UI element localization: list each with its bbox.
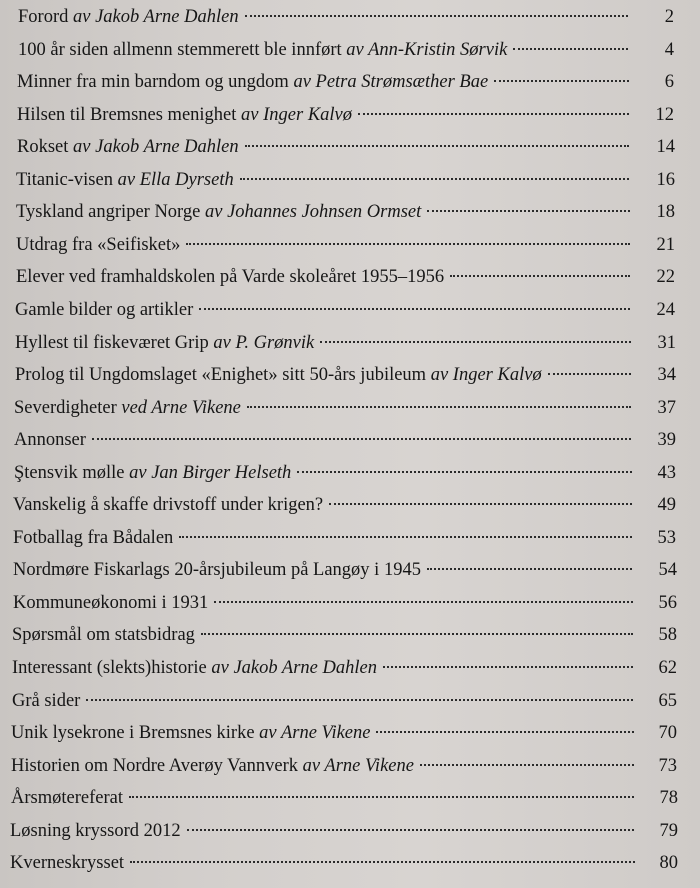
- toc-entry[interactable]: [0, 393, 700, 423]
- dot-leader: [130, 861, 635, 863]
- toc-entry-row: [16, 262, 630, 292]
- entry-author: P. Grønvik: [235, 332, 315, 353]
- entry-title-text: Minner fra min barndom og ungdom: [17, 72, 289, 93]
- toc-entry-row: [16, 230, 630, 260]
- toc-entry[interactable]: [0, 848, 700, 878]
- entry-title-text: Gamle bilder og artikler: [15, 299, 194, 320]
- toc-entry-row: [12, 686, 633, 716]
- toc-entry[interactable]: [0, 783, 700, 813]
- entry-title-text: Kverneskrysset: [10, 853, 125, 874]
- entry-page-number: 31: [657, 332, 676, 353]
- entry-title-text: Forord: [18, 7, 69, 27]
- entry-author: Ann-Kristin Sørvik: [368, 39, 508, 60]
- toc-entry-row: [13, 523, 632, 553]
- dot-leader: [187, 829, 634, 831]
- toc-entry[interactable]: [0, 295, 700, 325]
- toc-entry-title: [15, 328, 314, 358]
- toc-entry-row: [17, 132, 629, 162]
- toc-entry-title: [11, 751, 414, 781]
- toc-entry[interactable]: [0, 165, 700, 195]
- entry-page-number: 79: [659, 820, 678, 841]
- toc-entry-row: [14, 458, 632, 488]
- toc-entry-row: [15, 360, 631, 390]
- toc-entry[interactable]: [0, 523, 700, 553]
- toc-entry-row: [11, 718, 634, 748]
- toc-entry[interactable]: [0, 686, 700, 716]
- entry-title-text: Utdrag fra «Seifisket»: [16, 234, 181, 255]
- toc-entry-title: [13, 588, 208, 618]
- entry-title-text: 100 år siden allmenn stemmerett ble innført: [18, 39, 342, 60]
- toc-entry-row: [10, 816, 634, 846]
- entry-author-connector: av: [68, 137, 96, 158]
- toc-entry-row: [13, 588, 633, 618]
- dot-leader: [494, 80, 629, 82]
- toc-entry-row: [18, 2, 628, 32]
- dot-leader: [179, 536, 632, 538]
- entry-author: Arne Vikene: [151, 397, 241, 418]
- entry-author-connector: av: [254, 723, 281, 744]
- dot-leader: [201, 633, 633, 635]
- toc-entry[interactable]: [0, 35, 700, 65]
- toc-entry-title: [12, 620, 195, 650]
- toc-entry-title: [15, 360, 542, 390]
- entry-page-number: 73: [658, 755, 677, 776]
- toc-entry[interactable]: [0, 718, 700, 748]
- entry-author: Johannes Johnsen Ormset: [227, 202, 422, 223]
- toc-entry-title: [10, 848, 124, 878]
- dot-leader: [297, 471, 632, 473]
- dot-leader: [214, 601, 633, 603]
- entry-title-text: Interessant (slekts)historie: [12, 658, 207, 678]
- entry-author: Arne Vikene: [324, 755, 414, 776]
- toc-entry[interactable]: [0, 490, 700, 520]
- entry-title-text: Rokset: [17, 137, 69, 158]
- toc-entry[interactable]: [0, 230, 700, 260]
- entry-title-text: Grå sider: [12, 690, 81, 711]
- toc-entry[interactable]: [0, 2, 700, 32]
- dot-leader: [129, 796, 634, 798]
- entry-page-number: 62: [658, 658, 677, 678]
- entry-author: Jan Birger Helseth: [151, 462, 292, 483]
- toc-entry[interactable]: [0, 197, 700, 227]
- dot-leader: [513, 48, 628, 50]
- entry-title-text: Fotballag fra Bådalen: [13, 527, 174, 548]
- entry-author-connector: av: [298, 755, 325, 776]
- dot-leader: [358, 113, 629, 115]
- entry-author: Petra Strømsæther Bae: [315, 72, 489, 93]
- entry-title-text: Unik lysekrone i Bremsnes kirke: [11, 723, 255, 744]
- entry-title-text: Årsmøtereferat: [11, 788, 123, 809]
- entry-page-number: 65: [658, 690, 677, 711]
- toc-entry-title: [14, 458, 291, 488]
- toc-entry-title: [12, 686, 80, 716]
- entry-page-number: 21: [656, 234, 675, 255]
- entry-title-text: Tyskland angriper Norge: [16, 202, 201, 223]
- toc-entry-title: [14, 425, 86, 455]
- toc-entry[interactable]: [0, 751, 700, 781]
- entry-author-connector: av: [288, 72, 316, 93]
- toc-entry[interactable]: [0, 328, 700, 358]
- dot-leader: [245, 145, 629, 147]
- toc-entry-title: [13, 490, 323, 520]
- toc-entry-title: [12, 653, 377, 683]
- entry-page-number: 39: [657, 430, 676, 451]
- entry-title-text: Vanskelig å skaffe drivstoff under krigen?: [13, 495, 324, 516]
- entry-page-number: 6: [664, 72, 674, 93]
- entry-title-text: Hyllest til fiskeværet Grip: [15, 332, 209, 353]
- entry-title-text: Ştensvik mølle: [14, 462, 125, 483]
- toc-entry-row: [13, 490, 632, 520]
- entry-author: Jakob Arne Dahlen: [233, 658, 377, 678]
- toc-entry-title: [15, 295, 193, 325]
- entry-page-number: 2: [664, 7, 674, 27]
- dot-leader: [247, 406, 631, 408]
- toc-entry-title: [18, 35, 507, 65]
- toc-entry-row: [17, 100, 629, 130]
- entry-page-number: 53: [657, 527, 676, 548]
- entry-author: Jakob Arne Dahlen: [95, 7, 239, 27]
- entry-author-connector: av: [426, 365, 453, 386]
- entry-author: Ella Dyrseth: [139, 169, 234, 190]
- entry-page-number: 58: [658, 625, 677, 646]
- entry-title-text: Hilsen til Bremsnes menighet: [17, 104, 237, 125]
- toc-entry-row: [11, 783, 634, 813]
- dot-leader: [383, 666, 633, 668]
- toc-entry-row: [16, 165, 629, 195]
- entry-title-text: Kommuneøkonomi i 1931: [13, 592, 209, 613]
- dot-leader: [427, 568, 632, 570]
- dot-leader: [320, 341, 631, 343]
- entry-page-number: 12: [655, 104, 674, 125]
- toc-entry-row: [11, 751, 634, 781]
- toc-entry-title: [14, 393, 241, 423]
- entry-title-text: Titanic-visen: [16, 169, 113, 190]
- entry-page-number: 78: [659, 788, 678, 809]
- toc-entry-title: [16, 230, 180, 260]
- entry-page-number: 24: [656, 299, 675, 320]
- entry-title-text: Nordmøre Fiskarlags 20-årsjubileum på Langøy i 1945: [13, 560, 421, 581]
- toc-entry-row: [10, 848, 635, 878]
- entry-author-connector: av: [341, 39, 369, 60]
- dot-leader: [329, 503, 632, 505]
- entry-author-connector: av: [124, 462, 152, 483]
- toc-entry-row: [17, 67, 629, 97]
- dot-leader: [376, 731, 634, 733]
- entry-author: Arne Vikene: [280, 723, 371, 744]
- toc-entry[interactable]: [0, 360, 700, 390]
- entry-author: Inger Kalvø: [263, 104, 353, 125]
- toc-entry-row: [12, 653, 633, 683]
- entry-author-connector: av: [68, 7, 96, 27]
- toc-entry[interactable]: [0, 555, 700, 585]
- entry-page-number: 70: [658, 723, 677, 744]
- entry-title-text: Historien om Nordre Averøy Vannverk: [11, 755, 299, 776]
- dot-leader: [420, 764, 634, 766]
- entry-title-text: Severdigheter: [14, 397, 117, 418]
- toc-entry-title: [16, 165, 234, 195]
- entry-author-connector: av: [236, 104, 264, 125]
- entry-title-text: Elever ved framhaldskolen på Varde skoleåret 1955–1956: [16, 267, 445, 288]
- toc-entry-row: [15, 295, 630, 325]
- toc-entry-title: [13, 555, 421, 585]
- toc-entry-row: [13, 555, 632, 585]
- toc-entry-title: [16, 197, 421, 227]
- dot-leader: [427, 210, 630, 212]
- entry-page-number: 14: [656, 137, 675, 158]
- entry-page-number: 37: [657, 397, 676, 418]
- entry-page-number: 16: [656, 169, 675, 190]
- dot-leader: [86, 699, 633, 701]
- dot-leader: [199, 308, 630, 310]
- entry-page-number: 4: [664, 39, 674, 60]
- toc-entry-title: [10, 816, 181, 846]
- entry-author: Jakob Arne Dahlen: [95, 137, 239, 158]
- entry-page-number: 34: [657, 365, 676, 386]
- toc-entry-row: [16, 197, 630, 227]
- toc-entry[interactable]: [0, 653, 700, 683]
- toc-entry[interactable]: [0, 425, 700, 455]
- toc-entry-title: [17, 67, 488, 97]
- toc-entry-row: [12, 620, 633, 650]
- toc-entry-title: [17, 100, 352, 130]
- toc-entry[interactable]: [0, 816, 700, 846]
- dot-leader: [240, 178, 629, 180]
- toc-entry[interactable]: [0, 262, 700, 292]
- dot-leader: [450, 275, 630, 277]
- toc-entry[interactable]: [0, 100, 700, 130]
- entry-author-connector: av: [112, 169, 140, 190]
- entry-page-number: 54: [658, 560, 677, 581]
- toc-entry[interactable]: [0, 588, 700, 618]
- dot-leader: [92, 438, 631, 440]
- toc-entry-title: [17, 132, 239, 162]
- entry-author-connector: av: [206, 658, 234, 678]
- toc-entry[interactable]: [0, 458, 700, 488]
- entry-page-number: 18: [656, 202, 675, 223]
- dot-leader: [548, 373, 631, 375]
- entry-page-number: 49: [657, 495, 676, 516]
- toc-entry-row: [14, 425, 631, 455]
- entry-title-text: Løsning kryssord 2012: [10, 820, 181, 841]
- entry-title-text: Prolog til Ungdomslaget «Enighet» sitt 50-års jubileum: [15, 365, 427, 386]
- toc-entry-row: [14, 393, 631, 423]
- toc-entry-row: [18, 35, 628, 65]
- entry-author: Inger Kalvø: [452, 365, 542, 386]
- entry-page-number: 43: [657, 462, 676, 483]
- entry-page-number: 22: [656, 267, 675, 288]
- toc-entry[interactable]: [0, 132, 700, 162]
- dot-leader: [186, 243, 630, 245]
- toc-entry-title: [18, 2, 239, 32]
- entry-author-connector: av: [200, 202, 228, 223]
- entry-page-number: 80: [659, 853, 678, 874]
- entry-title-text: Annonser: [14, 430, 86, 451]
- dot-leader: [245, 15, 628, 17]
- entry-author-connector: av: [208, 332, 236, 353]
- toc-entry[interactable]: [0, 620, 700, 650]
- toc-entry-title: [11, 783, 123, 813]
- entry-title-text: Spørsmål om statsbidrag: [12, 625, 195, 646]
- entry-author-connector: ved: [116, 397, 152, 418]
- toc-entry[interactable]: [0, 67, 700, 97]
- toc-entry-title: [16, 262, 444, 292]
- toc-entry-row: [15, 328, 631, 358]
- toc-entry-title: [11, 718, 370, 748]
- entry-page-number: 56: [658, 592, 677, 613]
- toc-entry-title: [13, 523, 173, 553]
